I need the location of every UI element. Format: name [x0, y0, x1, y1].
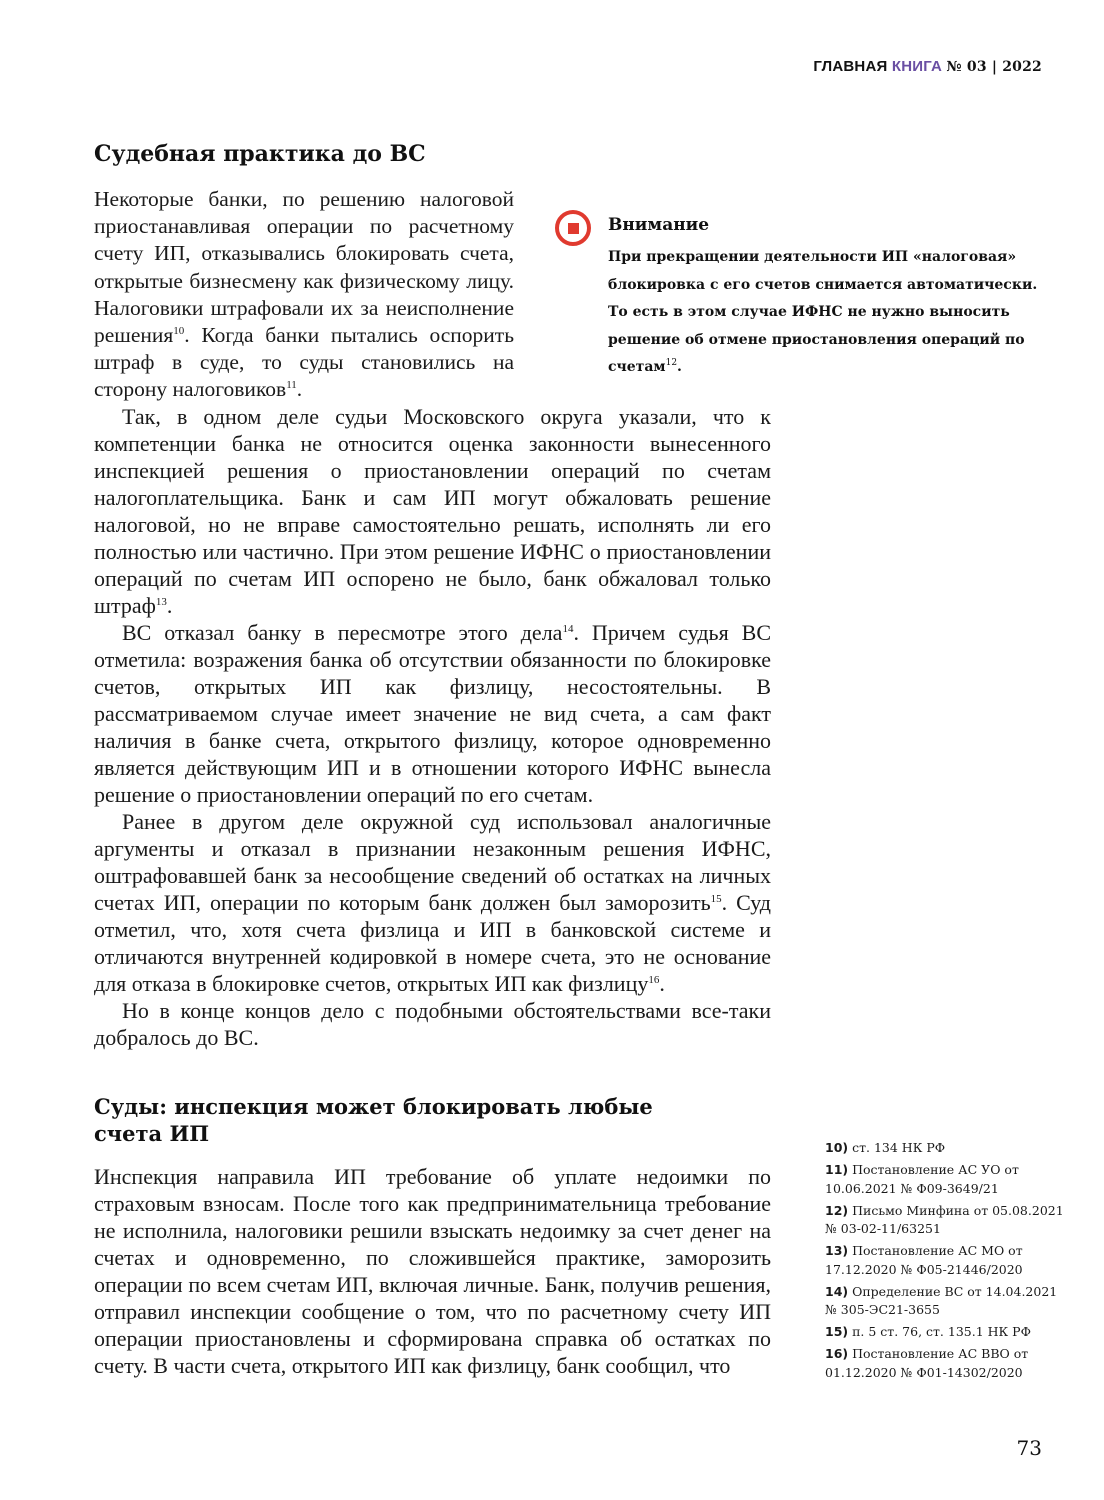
callout-body: При прекращении деятельности ИП «налоговая» блокировка с его счетов снимается автоматически. То есть в этом случае ИФНС не нужно выносить решение об отмене приостановления операций по счетам: [608, 249, 1038, 375]
paragraph: [94, 403, 771, 619]
footnote-ref[interactable]: 11: [286, 379, 297, 392]
callout-end: .: [677, 359, 682, 375]
footnote-ref[interactable]: 14: [562, 623, 574, 635]
footnote-number: 11): [825, 1162, 849, 1177]
paragraph-text: ВС отказал банку в пересмотре этого дела: [122, 620, 563, 645]
intro-paragraph: [94, 186, 514, 404]
footnote-text: Письмо Минфина от 05.08.2021 № 03-02-11/63251: [825, 1202, 1064, 1236]
magazine-header: [813, 58, 1042, 75]
footnote-number: 12): [825, 1202, 849, 1218]
paragraph-text-cont: . Суд отметил, что, хотя счета физлица и ИП в банковской системе и отличаются внутренней кодировкой в номере счета, это не основание для отказа в блокировке счетов, открытых ИП как физлицу: [94, 890, 771, 996]
footnote-ref[interactable]: 15: [710, 893, 722, 905]
footnote-ref[interactable]: 12: [665, 358, 678, 368]
stop-circle-icon: [555, 210, 591, 246]
footnote-number: 15): [825, 1324, 849, 1339]
footnote: [825, 1323, 1065, 1342]
footnote-number: 10): [825, 1140, 849, 1155]
footnote-number: 14): [825, 1283, 849, 1299]
callout-title: Внимание: [608, 215, 710, 235]
paragraph: [94, 808, 771, 997]
footnote-text: Постановление АС МО от 17.12.2020 № Ф05-21446/2020: [825, 1243, 1023, 1277]
intro-text-cont: . Когда банки пытались оспорить штраф в суде, то суды становились на сторону налоговиков: [94, 323, 514, 402]
paragraph: Инспекция направила ИП требование об уплате недоимки по страховым взносам. После того как предпринимательница требование не исполнила, налоговики решили взыскать недоимку за счет денег на счетах и одновременно, по сложившейся практике, заморозить операции по всем счетам ИП, включая личные. Банк, получив решения, отправил инспекции сообщение о том, что по расчетному счету ИП операции приостановлены и сформирована справка об остатках по счету. В части счета, открытого ИП как физлицу, банк сообщил, что: [94, 1164, 771, 1378]
footnotes-list: [825, 1139, 1065, 1386]
issue-number: № 03 | 2022: [946, 59, 1042, 75]
section-heading-courts-inspection: Суды: инспекция может блокировать любые счета ИП: [94, 1094, 653, 1146]
brand-name-part1: ГЛАВНАЯ: [813, 58, 888, 75]
footnote: [825, 1283, 1065, 1320]
paragraph-text-end: .: [659, 971, 665, 996]
footnote: [825, 1202, 1065, 1239]
footnote: [825, 1161, 1065, 1198]
paragraph-text-end: .: [166, 593, 173, 618]
page-number: 73: [1016, 1436, 1042, 1460]
footnote-text: п. 5 ст. 76, ст. 135.1 НК РФ: [852, 1324, 1031, 1339]
footnote: [825, 1139, 1065, 1158]
paragraph-text: Так, в одном деле судьи Московского округа указали, что к компетенции банка не относится оценка законности вынесенного инспекцией решения о приостановлении операций по счетам налогоплательщика. Банк и сам ИП могут обжаловать решение налоговой, но не вправе самостоятельно решать, исполнять ли его полностью или частично. При этом решение ИФНС о приостановлении операций по счетам ИП оспорено не было, банк обжаловал только штраф: [94, 404, 771, 618]
paragraph-text-end: . Причем судья ВС отметила: возражения банка об отсутствии обязанности по блокировке счетов, открытых ИП как физлицу, несостоятельны. В рассматриваемом случае имеет значение не вид счета, а сам факт наличия в банке счета, открытого физлицу, которое одновременно является действующим ИП и в отношении которого ИФНС вынесла решение о приостановлении операций по его счетам.: [94, 620, 771, 807]
footnote-ref[interactable]: 13: [155, 596, 167, 608]
intro-text: Некоторые банки, по решению налоговой приостанавливая операции по расчетному счету ИП, отказывались блокировать счета, открытые бизнесмену как физическому лицу. Налоговики штрафовали их за неисполнение решения: [94, 187, 514, 348]
footnote-text: Определение ВС от 14.04.2021 № 305-ЭС21-3655: [825, 1283, 1058, 1317]
footnote-ref[interactable]: 10: [173, 325, 185, 338]
brand-name-part2: КНИГА: [891, 58, 943, 75]
paragraph-text: Ранее в другом деле окружной суд использовал аналогичные аргументы и отказал в признании незаконным решения ИФНС, оштрафовавшей банк за несообщение сведений об остатках на личных счетах ИП, операции по которым банк должен был заморозить: [94, 809, 771, 915]
footnote: [825, 1242, 1065, 1279]
footnote-number: 16): [825, 1346, 849, 1361]
footnote-ref[interactable]: 16: [648, 974, 660, 986]
main-text: [94, 403, 771, 1051]
section-heading-court-practice: Судебная практика до ВС: [94, 141, 426, 167]
paragraph-text: Но в конце концов дело с подобными обстоятельствами все-таки добралось до ВС.: [94, 998, 771, 1050]
footnote-number: 13): [825, 1243, 849, 1258]
footnote: [825, 1345, 1065, 1382]
footnote-text: Постановление АС ВВО от 01.12.2020 № Ф01-14302/2020: [825, 1346, 1029, 1380]
callout-text: [608, 244, 1048, 382]
footnote-text: Постановление АС УО от 10.06.2021 № Ф09-3649/21: [825, 1162, 1019, 1196]
footnote-text: ст. 134 НК РФ: [852, 1140, 946, 1155]
section2-text: [94, 1163, 771, 1379]
paragraph: [94, 619, 771, 808]
paragraph: [94, 997, 771, 1051]
intro-text-end: .: [296, 377, 303, 402]
